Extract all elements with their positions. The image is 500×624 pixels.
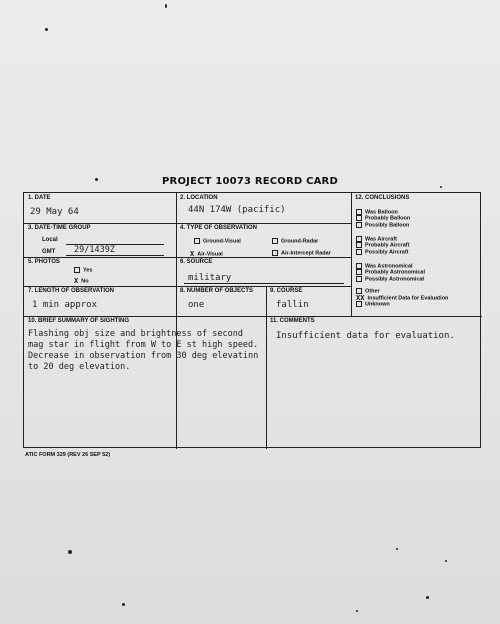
source-value: military — [188, 273, 232, 283]
option-label: Unknown — [365, 301, 390, 308]
checkbox-icon: X — [190, 250, 195, 258]
objects-label: 8. NUMBER OF OBJECTS — [180, 288, 254, 294]
comments-value: Insufficient data for evaluation. — [276, 331, 455, 341]
checkbox-icon — [356, 242, 362, 248]
option-label: Possibly Aircraft — [365, 249, 409, 256]
scan-speck — [122, 603, 125, 606]
course-label: 9. COURSE — [270, 288, 303, 294]
checkbox-icon — [272, 250, 278, 256]
option-label: Possibly Balloon — [365, 222, 410, 229]
option-label: No — [81, 278, 89, 285]
checkbox-icon — [356, 215, 362, 221]
option-label: Was Aircraft — [365, 236, 397, 243]
conclusion-option — [356, 249, 409, 255]
date-label: 1. DATE — [28, 195, 51, 201]
length-label: 7. LENGTH OF OBSERVATION — [28, 288, 115, 294]
checkbox-icon: X — [74, 277, 79, 285]
gmt-value: 29/1439Z — [74, 245, 115, 255]
option-label: Ground-Visual — [203, 238, 241, 245]
location-value: 44N 174W (pacific) — [188, 205, 286, 215]
checkbox-icon — [356, 263, 362, 269]
scan-speck — [445, 560, 447, 562]
form-id: ATIC FORM 329 (REV 26 SEP 52) — [25, 452, 111, 458]
source-label: 6. SOURCE — [180, 259, 213, 265]
conclusion-option — [356, 276, 424, 282]
conclusion-option — [356, 301, 390, 307]
checkbox-icon — [74, 267, 80, 273]
checkbox-icon — [356, 269, 362, 275]
observation-option — [190, 250, 223, 258]
option-label: Possibly Astronomical — [365, 276, 425, 283]
option-label: Was Astronomical — [365, 263, 413, 270]
option-label: Insufficient Data for Evaluation — [367, 295, 449, 302]
photos-label: 5. PHOTOS — [28, 259, 60, 265]
conclusions-label: 12. CONCLUSIONS — [355, 195, 410, 201]
scan-speck — [68, 550, 72, 554]
record-card — [23, 192, 481, 448]
scan-speck — [356, 610, 358, 612]
length-value: 1 min approx — [32, 300, 98, 310]
option-label: Probably Astronomical — [365, 269, 426, 276]
checkbox-icon — [356, 301, 362, 307]
scan-speck — [45, 28, 48, 31]
photo-option — [74, 267, 92, 273]
checkbox-icon — [356, 249, 362, 255]
observation-type-label: 4. TYPE OF OBSERVATION — [180, 225, 258, 231]
checkbox-icon — [356, 222, 362, 228]
summary-label: 10. BRIEF SUMMARY OF SIGHTING — [28, 318, 130, 324]
card-title: PROJECT 10073 RECORD CARD — [162, 176, 338, 187]
checkbox-icon — [356, 236, 362, 242]
checkbox-icon: XX — [356, 294, 365, 303]
option-label: Other — [365, 288, 380, 295]
date-value: 29 May 64 — [30, 207, 79, 217]
option-label: Air-Visual — [197, 251, 223, 258]
objects-value: one — [188, 300, 205, 310]
option-label: Probably Aircraft — [365, 242, 410, 249]
comments-label: 11. COMMENTS — [270, 318, 315, 324]
checkbox-icon — [356, 288, 362, 294]
option-label: Probably Balloon — [365, 215, 411, 222]
location-label: 2. LOCATION — [180, 195, 218, 201]
option-label: Was Balloon — [365, 209, 398, 216]
observation-option — [272, 238, 318, 244]
option-label: Air-Intercept Radar — [281, 250, 331, 257]
local-label: Local — [42, 237, 58, 243]
checkbox-icon — [356, 209, 362, 215]
summary-line: to 20 deg elevation. — [28, 362, 131, 372]
observation-option — [194, 238, 241, 244]
summary-line: Decrease in observation from 30 deg elevatinn — [28, 351, 259, 361]
option-label: Yes — [83, 267, 93, 274]
scan-speck — [426, 596, 429, 599]
summary-line: mag star in flight from W to E st high speed. — [28, 340, 259, 350]
gmt-label: GMT — [42, 249, 56, 255]
checkbox-icon — [272, 238, 278, 244]
conclusion-option — [356, 222, 409, 228]
datetime-group-label: 3. DATE-TIME GROUP — [28, 225, 91, 231]
summary-line: Flashing obj size and brightness of second — [28, 329, 243, 339]
photo-option — [74, 277, 89, 285]
checkbox-icon — [356, 276, 362, 282]
checkbox-icon — [194, 238, 200, 244]
summary-text — [28, 329, 268, 373]
scan-speck — [165, 4, 167, 8]
observation-option — [272, 250, 331, 256]
course-value: fallin — [276, 300, 309, 310]
option-label: Ground-Radar — [281, 238, 319, 245]
scan-speck — [396, 548, 398, 550]
